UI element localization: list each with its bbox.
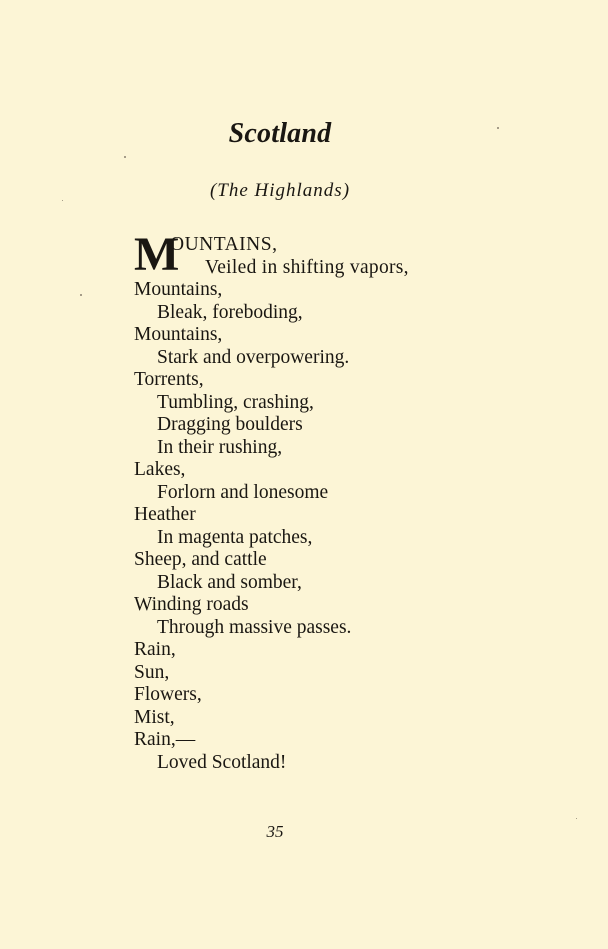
poem-line: Winding roads xyxy=(134,594,249,615)
poem-line: Sheep, and cattle xyxy=(134,549,267,570)
poem-line: Lakes, xyxy=(134,459,186,480)
page-number: 35 xyxy=(266,822,284,841)
poem-line: Heather xyxy=(134,504,196,525)
poem-line: Stark and overpowering. xyxy=(157,346,350,368)
poem-line: Dragging boulders xyxy=(157,414,303,435)
paper-speck xyxy=(124,156,126,158)
paper-speck xyxy=(497,127,499,129)
poem-line: Mist, xyxy=(134,706,175,728)
poem-line: Bleak, foreboding, xyxy=(157,301,303,323)
paper-speck xyxy=(80,294,82,296)
poem-line: In their rushing, xyxy=(157,436,283,458)
poem-body xyxy=(134,228,554,774)
paper-speck xyxy=(62,200,63,201)
poem-line: Rain,— xyxy=(134,729,196,750)
poem-line: Mountains, xyxy=(134,324,223,345)
poem-line: Tumbling, crashing, xyxy=(157,391,314,413)
poem-line: Flowers, xyxy=(134,684,202,705)
first-line-continuation: Veiled in shifting vapors, xyxy=(205,257,409,278)
poem-title: Scotland xyxy=(228,118,332,149)
paper-speck xyxy=(576,818,577,819)
poem-subtitle: (The Highlands) xyxy=(209,180,351,201)
poem-line: Black and somber, xyxy=(157,571,302,593)
poem-line: Torrents, xyxy=(134,369,204,390)
drop-cap: M xyxy=(134,228,180,281)
poem-line: Rain, xyxy=(134,639,176,660)
poem-first-line xyxy=(134,228,554,281)
poem-line: Through massive passes. xyxy=(157,616,352,638)
poem-line: Mountains, xyxy=(134,279,223,300)
poem-line: Sun, xyxy=(134,661,170,683)
first-line-text: OUNTAINS, xyxy=(170,234,278,255)
poem-line: Forlorn and lonesome xyxy=(157,481,329,503)
poem-line: In magenta patches, xyxy=(157,526,313,548)
poem-line: Loved Scotland! xyxy=(157,751,287,773)
